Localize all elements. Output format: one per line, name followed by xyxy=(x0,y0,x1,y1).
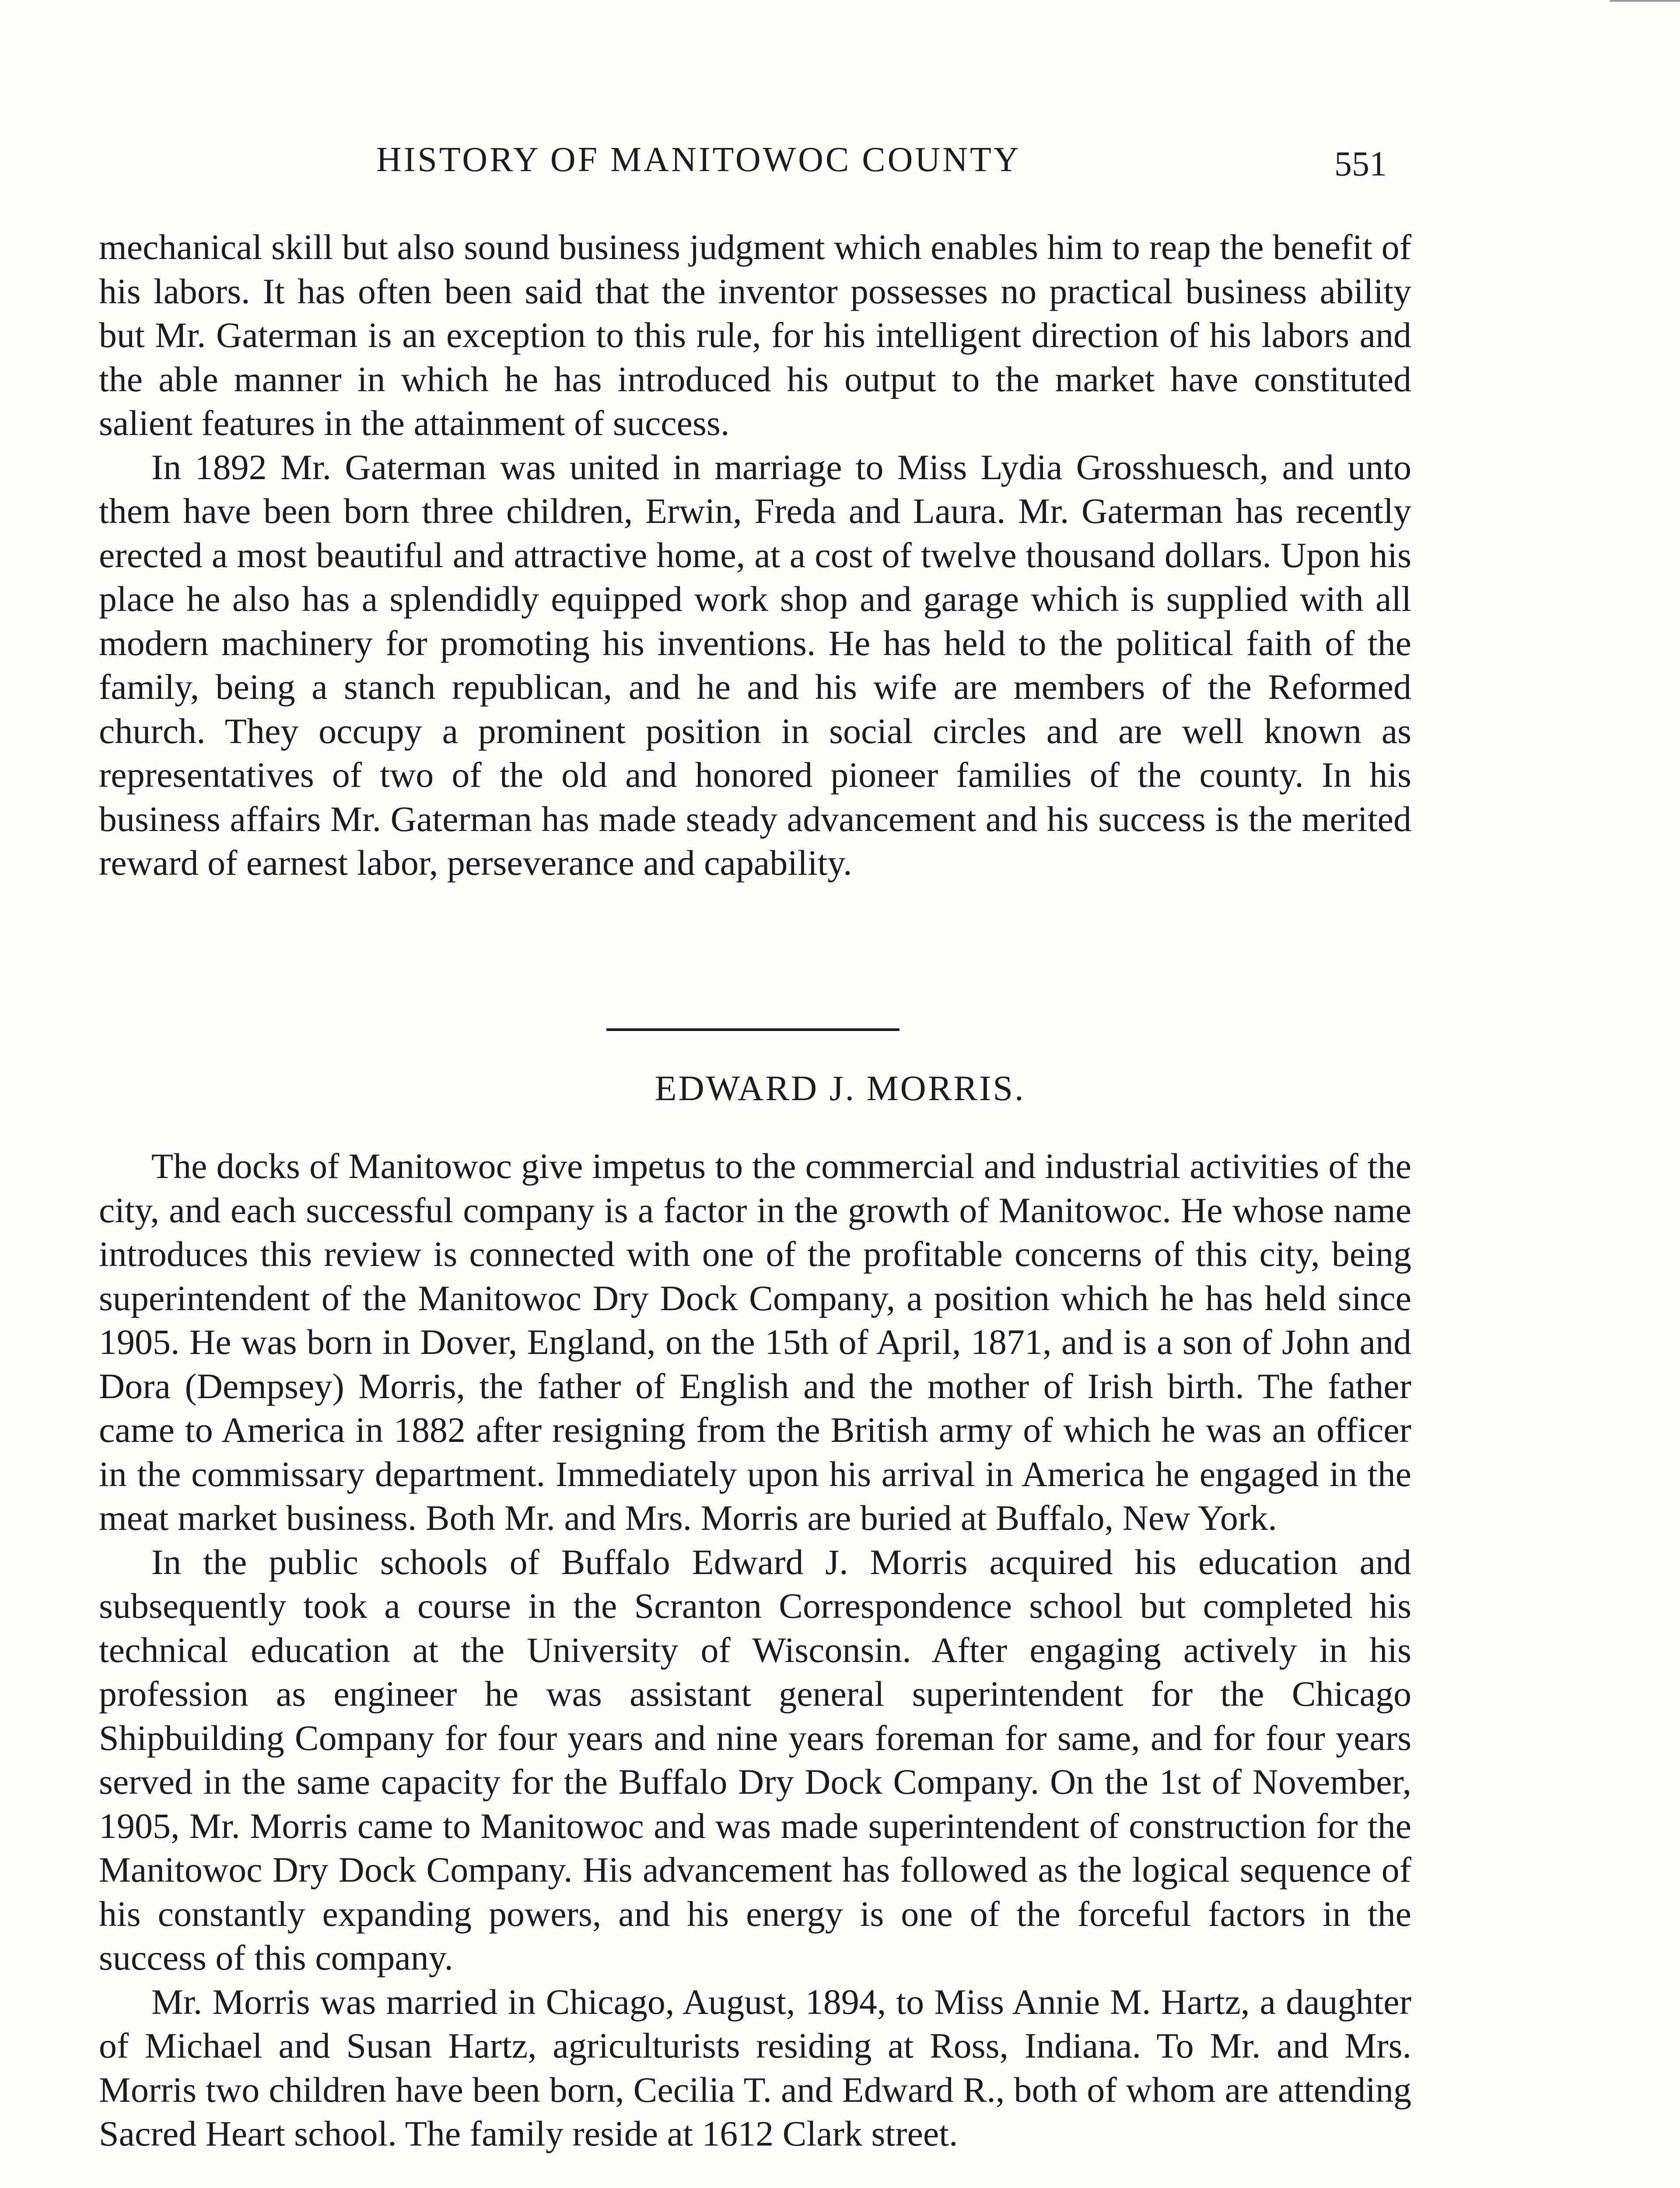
section-heading: EDWARD J. MORRIS. xyxy=(654,1068,1026,1108)
paragraph: mechanical skill but also sound business judgment which enables him to reap the benefit of his labors. It has often been said that the inventor possesses no practical business ability but Mr. Gaterman is an exception to this rule, for his intelligent direction of his labors and the able manner in which he has introduced his output to the market have constituted salient features in the attainment of success. xyxy=(99,227,1411,443)
page-number: 551 xyxy=(1334,145,1387,183)
section-divider xyxy=(606,1028,900,1031)
scan-edge-line xyxy=(1610,0,1680,2)
running-head: HISTORY OF MANITOWOC COUNTY xyxy=(376,140,1021,179)
continuation-text xyxy=(99,225,1411,885)
paragraph: In the public schools of Buffalo Edward J. Morris acquired his education and subsequently took a course in the Scranton Correspondence school but completed his technical education at the University of Wisconsin. After engaging actively in his profession as engineer he was assistant general superintendent for the Chicago Shipbuilding Company for four years and nine years foreman for same, and for four years served in the same capacity for the Buffalo Dry Dock Company. On the 1st of November, 1905, Mr. Morris came to Manitowoc and was made superintendent of construction for the Manitowoc Dry Dock Company. His advancement has followed as the logical sequence of his constantly expanding powers, and his energy is one of the forceful factors in the success of this company. xyxy=(99,1542,1411,1978)
biography-text xyxy=(99,1144,1411,2156)
paragraph: The docks of Manitowoc give impetus to the commercial and industrial activities of the city, and each successful company is a factor in the growth of Manitowoc. He whose name introduces this review is connected with one of the profitable concerns of this city, being superintendent of the Manitowoc Dry Dock Company, a position which he has held since 1905. He was born in Dover, England, on the 15th of April, 1871, and is a son of John and Dora (Dempsey) Morris, the father of English and the mother of Irish birth. The father came to America in 1882 after resigning from the British army of which he was an officer in the commissary department. Immediately upon his arrival in America he engaged in the meat market business. Both Mr. and Mrs. Morris are buried at Buffalo, New York. xyxy=(99,1146,1411,1538)
paragraph: Mr. Morris was married in Chicago, August, 1894, to Miss Annie M. Hartz, a daughter of Michael and Susan Hartz, agriculturists residing at Ross, Indiana. To Mr. and Mrs. Morris two children have been born, Cecilia T. and Edward R., both of whom are attending Sacred Heart school. The family reside at 1612 Clark street. xyxy=(99,1981,1411,2153)
paragraph: In 1892 Mr. Gaterman was united in marriage to Miss Lydia Grosshuesch, and unto them have been born three children, Erwin, Freda and Laura. Mr. Gaterman has recently erected a most beautiful and attractive home, at a cost of twelve thousand dollars. Upon his place he also has a splendidly equipped work shop and garage which is supplied with all modern machinery for promoting his inventions. He has held to the political faith of the family, being a stanch republican, and he and his wife are members of the Reformed church. They occupy a prominent position in social circles and are well known as representatives of two of the old and honored pioneer families of the county. In his business affairs Mr. Gaterman has made steady advancement and his success is the merited reward of earnest labor, perseverance and capability. xyxy=(99,447,1411,883)
